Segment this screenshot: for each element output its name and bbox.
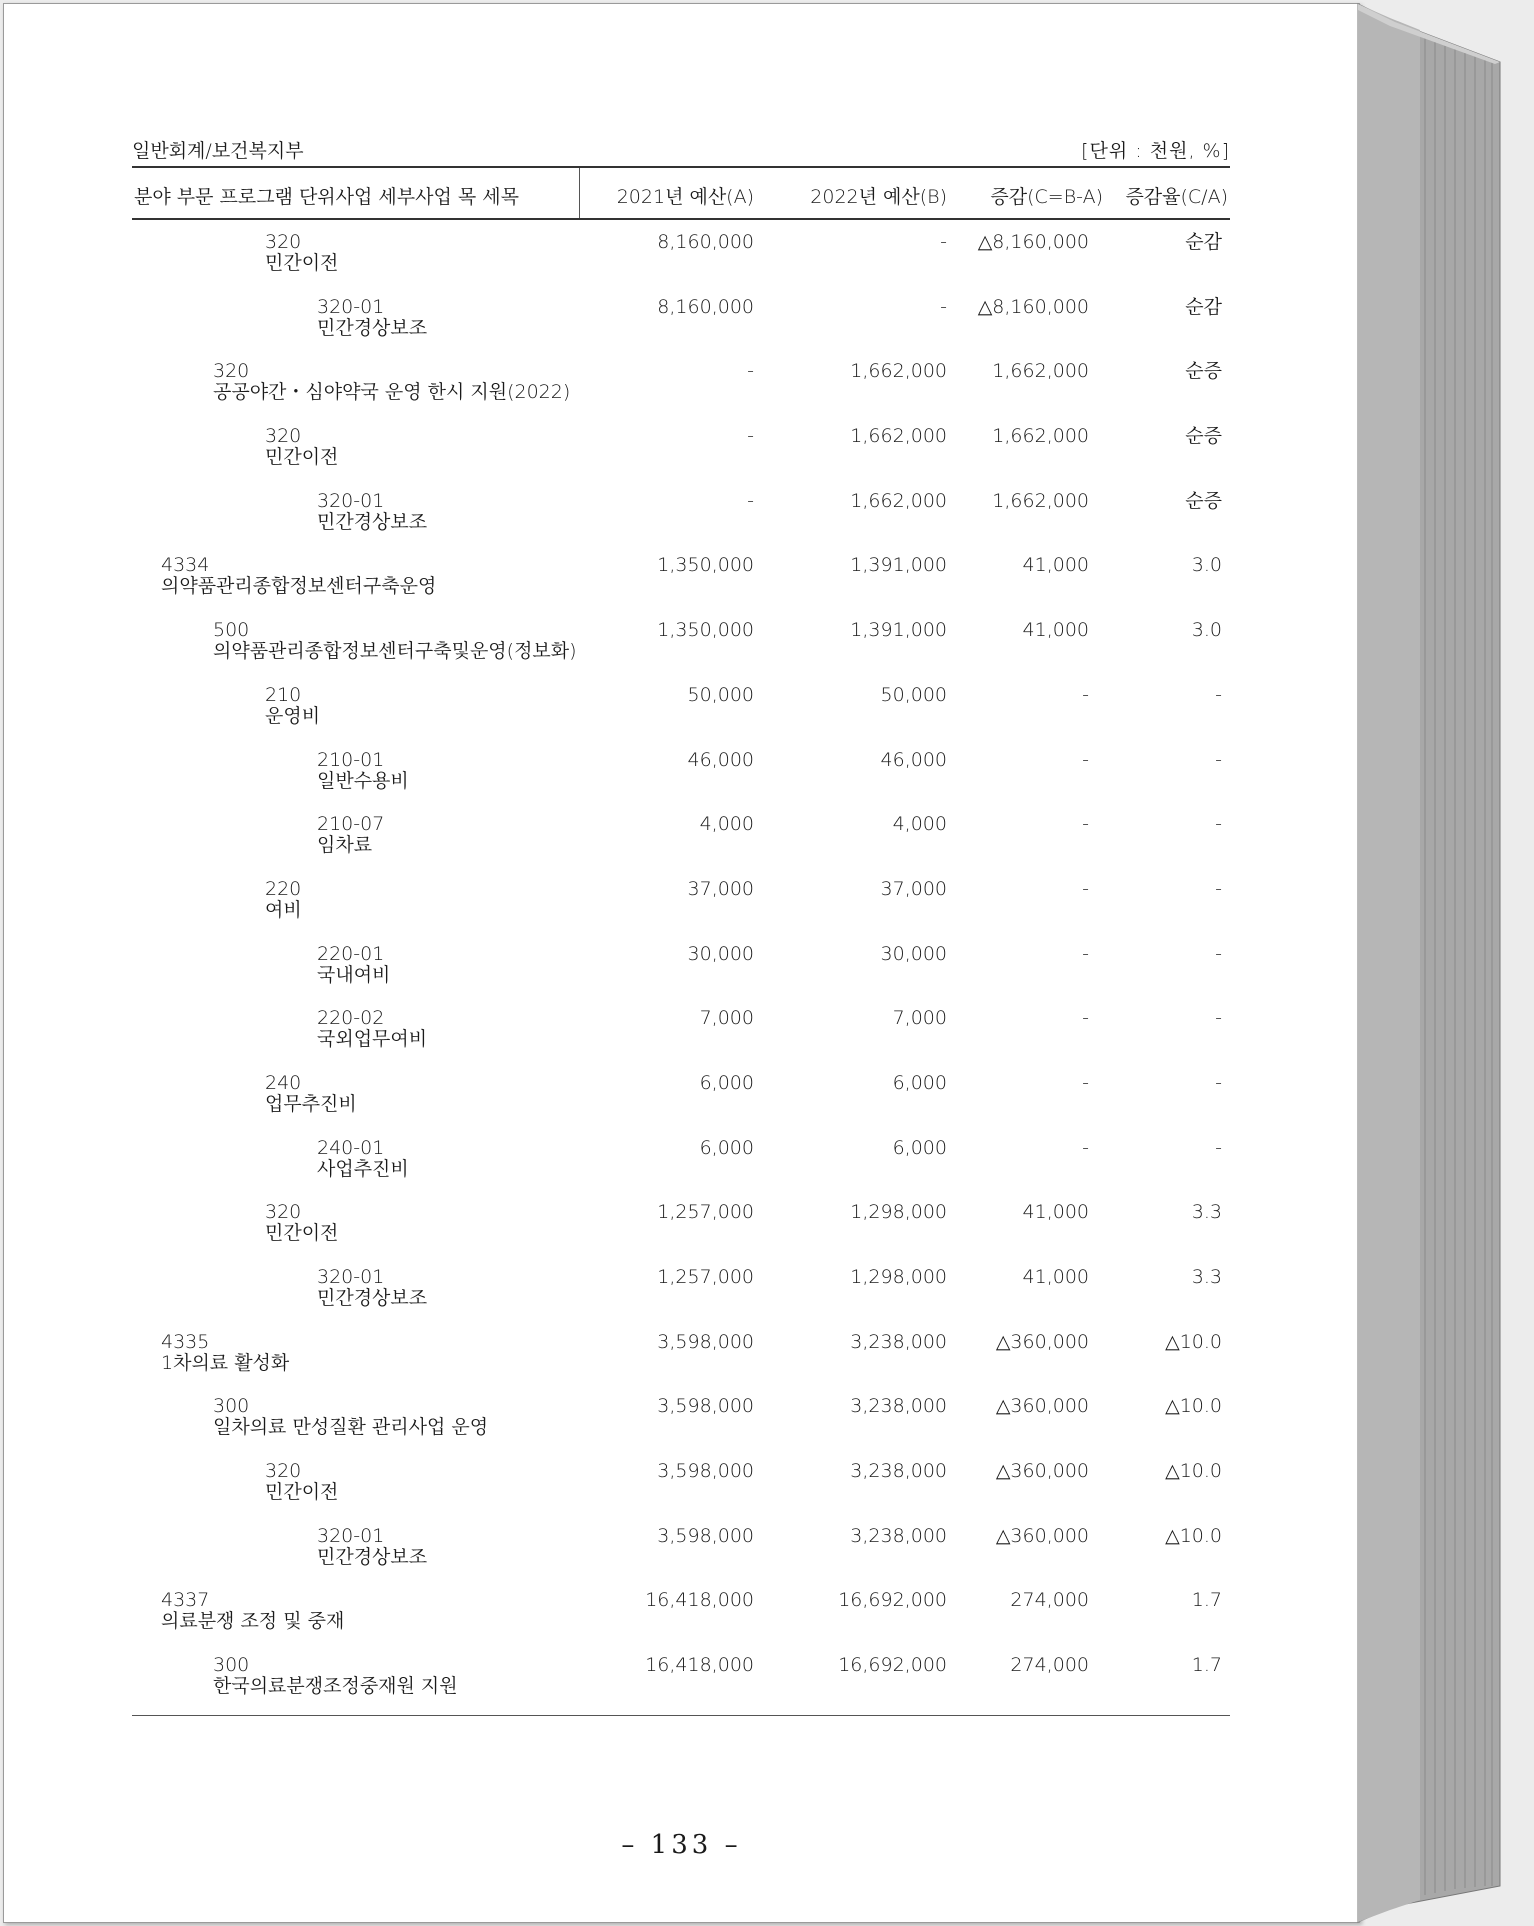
budget-2021-value: - [747, 489, 754, 512]
budget-2022-value: 16,692,000 [838, 1589, 947, 1612]
rate-value: △10.0 [1165, 1524, 1222, 1547]
rate-value: 순감 [1185, 231, 1222, 253]
change-value: 274,000 [1010, 1654, 1089, 1677]
row-code: 220-02 [317, 1007, 385, 1030]
budget-2022-value: 1,662,000 [850, 425, 947, 448]
rate-value: 순감 [1185, 295, 1222, 318]
row-code: 220 [265, 877, 302, 900]
budget-2022-value: 1,298,000 [850, 1266, 947, 1288]
col-change: 증감(C=B-A) [990, 186, 1103, 208]
budget-2022-value: 6,000 [892, 1071, 947, 1094]
rate-value: 1.7 [1191, 1654, 1222, 1677]
row-name: 민간이전 [265, 1481, 339, 1504]
budget-2022-value: 3,238,000 [850, 1330, 947, 1353]
rate-value: - [1215, 1136, 1222, 1159]
row-code: 210-07 [317, 813, 385, 836]
rate-value: - [1215, 877, 1222, 900]
change-value: - [1082, 1071, 1089, 1094]
row-code: 240 [265, 1071, 302, 1094]
page-number: – 133 – [621, 1830, 742, 1860]
budget-2022-value: 3,238,000 [850, 1460, 947, 1483]
budget-2022-value: 46,000 [880, 748, 947, 771]
row-name: 공공야간・심야약국 운영 한시 지원(2022) [213, 381, 571, 404]
budget-2021-value: 7,000 [699, 1007, 754, 1030]
change-value: - [1082, 877, 1089, 900]
col-budget-2022: 2022년 예산(B) [810, 186, 947, 208]
row-code: 320 [265, 1201, 302, 1224]
row-name: 일반수용비 [317, 769, 409, 792]
rate-value: △10.0 [1165, 1395, 1222, 1418]
budget-2021-value: 30,000 [687, 942, 754, 965]
change-value: 1,662,000 [992, 360, 1089, 383]
change-value: △8,160,000 [977, 231, 1089, 253]
row-code: 320-01 [317, 1524, 385, 1547]
budget-2022-value: 3,238,000 [850, 1524, 947, 1547]
row-code: 320 [265, 1460, 302, 1483]
row-name: 여비 [265, 898, 302, 921]
budget-2021-value: 3,598,000 [657, 1524, 754, 1547]
budget-2022-value: 3,238,000 [850, 1395, 947, 1418]
budget-2021-value: 50,000 [687, 683, 754, 706]
budget-2021-value: 1,350,000 [657, 554, 754, 577]
budget-2021-value: 4,000 [699, 813, 754, 836]
row-code: 300 [213, 1654, 250, 1677]
change-value: △360,000 [995, 1395, 1089, 1418]
change-value: - [1082, 1007, 1089, 1030]
col-hierarchy: 분야 부문 프로그램 단위사업 세부사업 목 세목 [134, 186, 519, 208]
col-rate: 증감율(C/A) [1125, 186, 1228, 208]
rate-value: 1.7 [1191, 1589, 1222, 1612]
change-value: 1,662,000 [992, 489, 1089, 512]
row-name: 민간경상보조 [317, 510, 428, 533]
budget-2021-value: 46,000 [687, 748, 754, 771]
rate-value: 순증 [1185, 425, 1222, 448]
row-code: 320-01 [317, 295, 385, 318]
row-name: 민간이전 [265, 446, 339, 469]
rate-value: - [1215, 1007, 1222, 1030]
budget-2021-value: - [747, 360, 754, 383]
row-code: 240-01 [317, 1136, 385, 1159]
budget-2021-value: 1,350,000 [657, 619, 754, 642]
change-value: △360,000 [995, 1330, 1089, 1353]
row-name: 민간경상보조 [317, 1545, 428, 1568]
rate-value: 3.3 [1191, 1201, 1222, 1224]
rate-value: 순증 [1185, 489, 1222, 512]
row-name: 민간경상보조 [317, 316, 428, 339]
budget-2021-value: 1,257,000 [657, 1266, 754, 1288]
row-name: 사업추진비 [317, 1157, 409, 1180]
row-name: 업무추진비 [265, 1092, 357, 1115]
row-name: 민간이전 [265, 252, 339, 274]
budget-2021-value: 6,000 [699, 1071, 754, 1094]
row-name: 민간이전 [265, 1222, 339, 1245]
row-name: 1차의료 활성화 [161, 1351, 290, 1374]
rate-value: - [1215, 748, 1222, 771]
row-name: 의료분쟁 조정 및 중재 [161, 1610, 345, 1633]
row-code: 320 [213, 360, 250, 383]
rate-value: - [1215, 813, 1222, 836]
row-name: 운영비 [265, 704, 321, 727]
row-code: 320 [265, 425, 302, 448]
row-code: 320-01 [317, 1266, 385, 1288]
rate-value: 3.0 [1191, 619, 1222, 642]
rate-value: - [1215, 1071, 1222, 1094]
row-name: 일차의료 만성질환 관리사업 운영 [213, 1416, 489, 1439]
budget-2021-value: 6,000 [699, 1136, 754, 1159]
budget-2022-value: 1,662,000 [850, 489, 947, 512]
change-value: 41,000 [1022, 619, 1089, 642]
budget-2022-value: 6,000 [892, 1136, 947, 1159]
row-code: 220-01 [317, 942, 385, 965]
change-value: △360,000 [995, 1460, 1089, 1483]
budget-2022-value: 1,391,000 [850, 554, 947, 577]
change-value: - [1082, 813, 1089, 836]
rate-value: - [1215, 683, 1222, 706]
row-name: 한국의료분쟁조정중재원 지원 [213, 1675, 458, 1698]
budget-2021-value: 37,000 [687, 877, 754, 900]
budget-2022-value: 50,000 [880, 683, 947, 706]
budget-2022-value: 37,000 [880, 877, 947, 900]
row-code: 4334 [161, 554, 210, 577]
change-value: 1,662,000 [992, 425, 1089, 448]
change-value: △8,160,000 [977, 295, 1089, 318]
row-name: 민간경상보조 [317, 1287, 428, 1309]
row-code: 320 [265, 231, 302, 253]
budget-2021-value: 3,598,000 [657, 1460, 754, 1483]
row-name: 국외업무여비 [317, 1028, 428, 1051]
budget-2021-value: 1,257,000 [657, 1201, 754, 1224]
rate-value: △10.0 [1165, 1460, 1222, 1483]
rate-value: 3.0 [1191, 554, 1222, 577]
budget-2021-value: 3,598,000 [657, 1330, 754, 1353]
change-value: - [1082, 1136, 1089, 1159]
budget-2021-value: 3,598,000 [657, 1395, 754, 1418]
row-code: 300 [213, 1395, 250, 1418]
row-name: 의약품관리종합정보센터구축및운영(정보화) [213, 640, 577, 663]
budget-2021-value: 16,418,000 [645, 1589, 754, 1612]
rate-value: 3.3 [1191, 1266, 1222, 1288]
budget-2022-value: 1,298,000 [850, 1201, 947, 1224]
budget-2022-value: 1,662,000 [850, 360, 947, 383]
row-name: 의약품관리종합정보센터구축운영 [161, 575, 437, 598]
row-name: 국내여비 [317, 963, 391, 986]
rate-value: △10.0 [1165, 1330, 1222, 1353]
budget-2022-value: 30,000 [880, 942, 947, 965]
budget-2021-value: 8,160,000 [657, 231, 754, 253]
change-value: △360,000 [995, 1524, 1089, 1547]
col-budget-2021: 2021년 예산(A) [616, 186, 754, 208]
row-code: 500 [213, 619, 250, 642]
rate-value: 순증 [1185, 360, 1222, 383]
budget-2021-value: 16,418,000 [645, 1654, 754, 1677]
row-code: 320-01 [317, 489, 385, 512]
change-value: 274,000 [1010, 1589, 1089, 1612]
row-code: 210-01 [317, 748, 385, 771]
budget-2022-value: 16,692,000 [838, 1654, 947, 1677]
row-code: 4335 [161, 1330, 210, 1353]
budget-2021-value: 8,160,000 [657, 295, 754, 318]
unit-label: [단위 : 천원, %] [1081, 140, 1230, 162]
change-value: - [1082, 748, 1089, 771]
budget-2022-value: 4,000 [892, 813, 947, 836]
change-value: 41,000 [1022, 1201, 1089, 1224]
change-value: 41,000 [1022, 554, 1089, 577]
change-value: - [1082, 683, 1089, 706]
budget-2021-value: - [747, 425, 754, 448]
row-code: 4337 [161, 1589, 210, 1612]
budget-2022-value: 7,000 [892, 1007, 947, 1030]
budget-2022-value: - [940, 295, 947, 318]
change-value: - [1082, 942, 1089, 965]
row-name: 임차료 [317, 834, 373, 857]
rate-value: - [1215, 942, 1222, 965]
budget-2022-value: - [940, 231, 947, 253]
row-code: 210 [265, 683, 302, 706]
section-title: 일반회계/보건복지부 [132, 140, 304, 162]
budget-2022-value: 1,391,000 [850, 619, 947, 642]
change-value: 41,000 [1022, 1266, 1089, 1288]
